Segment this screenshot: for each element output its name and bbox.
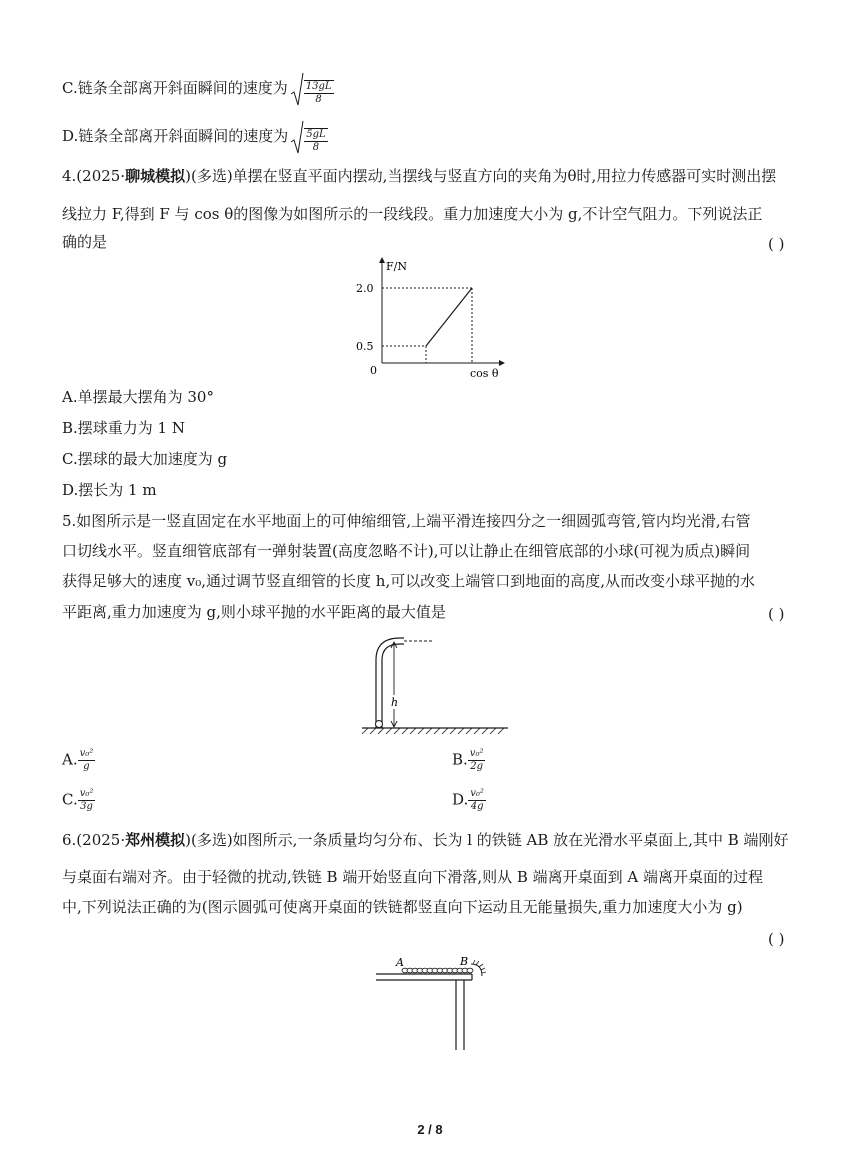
q4-option-b: B.摆球重力为 1 N (62, 419, 185, 437)
tube-inner-wall (382, 644, 404, 728)
fraction-denominator: 4g (470, 801, 484, 812)
q5-option-c (62, 788, 95, 813)
q5-line-3: 获得足够大的速度 v₀,通过调节竖直细管的长度 h,可以改变上端管口到地面的高度,从而改变小球平抛的水 (62, 572, 755, 590)
q4-source: 聊城模拟 (125, 167, 186, 185)
option-letter: B. (452, 750, 468, 769)
q4-line-2: 线拉力 F,得到 F 与 cos θ的图像为如图所示的一段线段。重力加速度大小为 g,不计空气阻力。下列说法正 (62, 205, 763, 223)
fraction-numerator: v₀² (469, 748, 484, 759)
q3-option-d (62, 120, 328, 154)
fraction-denominator: 8 (312, 142, 320, 153)
option-letter: A. (62, 750, 78, 769)
q6-prefix: 6.(2025· (62, 831, 126, 849)
q5-line-1: 5.如图所示是一竖直固定在水平地面上的可伸缩细管,上端平滑连接四分之一细圆弧弯管,管内均光滑,右管 (62, 512, 751, 530)
q5-line-4: 平距离,重力加速度为 g,则小球平抛的水平距离的最大值是 (62, 603, 446, 621)
fraction-numerator: v₀² (79, 748, 94, 759)
chain-icon (402, 968, 473, 973)
option-fraction (468, 748, 486, 773)
option-letter: C. (62, 790, 78, 809)
arc-hatching (473, 960, 486, 973)
tube-outer-wall (376, 638, 404, 728)
x-axis-label: cos θ (470, 367, 499, 380)
q5-option-d (452, 788, 486, 813)
q4-force-graph (352, 256, 512, 380)
q5-tube-figure (360, 632, 510, 740)
fraction-denominator: 8 (315, 94, 322, 105)
q5-answer-paren: ( ) (768, 605, 785, 623)
q6-line-1 (62, 830, 789, 850)
q3-option-c-text: C.链条全部离开斜面瞬间的速度为 (62, 79, 288, 97)
q5-option-b (452, 748, 485, 773)
fraction-numerator: v₀² (470, 788, 484, 799)
q3-c-fraction (304, 80, 334, 106)
q4-option-d: D.摆长为 1 m (62, 481, 157, 499)
q3-d-fraction (304, 128, 327, 154)
option-fraction (468, 788, 486, 813)
q6-line-3: 中,下列说法正确的为(图示圆弧可使离开桌面的铁链都竖直向下运动且无能量损失,重力加速度大小为 g) (62, 898, 743, 916)
q3-option-c (62, 72, 334, 106)
q4-prefix: 4.(2025· (62, 167, 126, 185)
fraction-numerator: v₀² (79, 788, 94, 799)
sqrt-symbol (290, 72, 334, 106)
tick-label-low: 0.5 (356, 340, 374, 353)
q4-text: )(多选)单摆在竖直平面内摆动,当摆线与竖直方向的夹角为θ时,用拉力传感器可实时测出摆 (185, 167, 777, 185)
q4-option-a: A.单摆最大摆角为 30° (62, 388, 214, 406)
fraction-numerator: 5gL (306, 129, 326, 140)
origin-label: 0 (370, 364, 377, 377)
q6-text: )(多选)如图所示,一条质量均匀分布、长为 l 的铁链 AB 放在光滑水平桌面上,其中 B 端刚好 (185, 831, 789, 849)
q4-option-c: C.摆球的最大加速度为 g (62, 450, 228, 468)
sqrt-symbol (290, 120, 327, 154)
option-fraction (78, 788, 96, 813)
q6-source: 郑州模拟 (125, 831, 186, 849)
q4-line-1 (62, 166, 776, 186)
q3-option-d-text: D.链条全部离开斜面瞬间的速度为 (62, 127, 289, 145)
q5-option-a (62, 748, 95, 773)
height-label: h (391, 696, 399, 709)
chain-end-a-label: A (396, 956, 404, 969)
force-segment (426, 288, 472, 346)
tick-label-high: 2.0 (356, 282, 374, 295)
fraction-denominator: 3g (80, 801, 93, 812)
chain-end-b-label: B (460, 955, 469, 968)
q6-line-2: 与桌面右端对齐。由于轻微的扰动,铁链 B 端开始竖直向下滑落,则从 B 端离开桌面到 A 端离开桌面的过程 (62, 868, 764, 886)
q6-answer-paren: ( ) (768, 930, 785, 948)
option-fraction (78, 748, 96, 773)
y-axis-label: F/N (386, 260, 407, 273)
fraction-denominator: g (83, 761, 90, 772)
fraction-numerator: 13gL (305, 81, 332, 92)
fraction-denominator: 2g (470, 761, 484, 772)
q4-answer-paren: ( ) (768, 235, 785, 253)
ball-icon (376, 721, 383, 728)
ground-hatching (362, 728, 504, 734)
q4-line-3: 确的是 (62, 233, 108, 251)
q6-chain-figure (372, 954, 496, 1054)
option-letter: D. (452, 790, 469, 809)
page-number: 2 / 8 (417, 1122, 443, 1137)
q5-line-2: 口切线水平。竖直细管底部有一弹射装置(高度忽略不计),可以让静止在细管底部的小球(可视为质点)瞬间 (62, 542, 751, 560)
